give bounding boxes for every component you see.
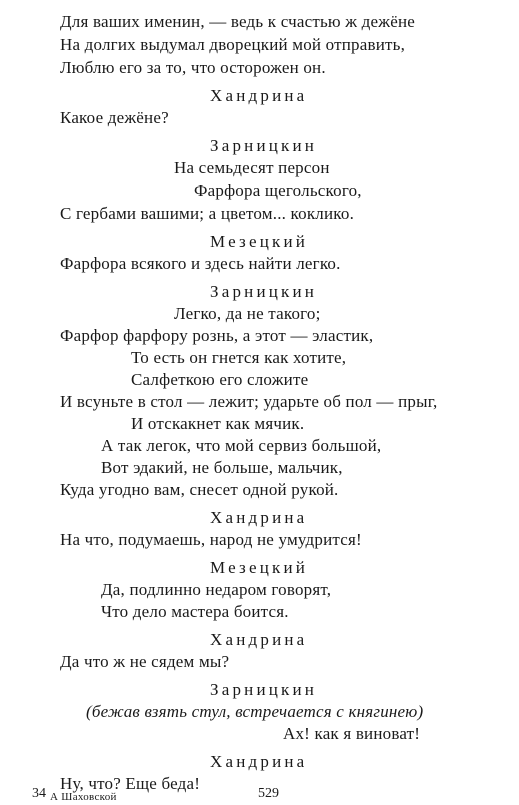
speaker-name: Зарницкин <box>210 680 318 699</box>
verse-line: Салфеткою его сложите <box>131 370 309 389</box>
verse-line: Да что ж не сядем мы? <box>60 652 230 671</box>
footer-signature: 34 <box>32 786 46 801</box>
verse-line: С гербами вашими; а цветом... коклико. <box>60 204 355 223</box>
verse-line: Да, подлинно недаром говорят, <box>101 580 332 599</box>
verse-line: Люблю его за то, что осторожен он. <box>60 58 326 77</box>
verse-line: На что, подумаешь, народ не умудрится! <box>60 530 362 549</box>
verse-line: Ну, что? Еще беда! <box>60 774 201 793</box>
speaker-name: Хандрина <box>210 752 308 771</box>
verse-line: То есть он гнется как хотите, <box>131 348 347 367</box>
verse-line: Фарфор фарфору рознь, а этот — эластик, <box>60 326 374 345</box>
speaker-name: Мезецкий <box>210 558 309 577</box>
speaker-name: Хандрина <box>210 86 308 105</box>
verse-line: Какое дежёне? <box>60 108 169 127</box>
verse-line: И отскакнет как мячик. <box>131 414 305 433</box>
speaker-name: Мезецкий <box>210 232 309 251</box>
footer-author: А Шаховской <box>50 791 117 803</box>
page-number: 529 <box>258 786 279 801</box>
verse-line: Фарфора всякого и здесь найти легко. <box>60 254 341 273</box>
verse-line: Для ваших именин, — ведь к счастью ж дежёне <box>60 12 415 31</box>
verse-line: Вот эдакий, не больше, мальчик, <box>101 458 343 477</box>
verse-line: На семьдесят персон <box>174 158 330 177</box>
verse-line: Ах! как я виноват! <box>283 724 421 743</box>
verse-line: Что дело мастера боится. <box>101 602 289 621</box>
speaker-name: Зарницкин <box>210 136 318 155</box>
speaker-name: Зарницкин <box>210 282 318 301</box>
verse-line: Фарфора щегольского, <box>194 181 362 200</box>
verse-line: Легко, да не такого; <box>174 304 321 323</box>
verse-line: Куда угодно вам, снесет одной рукой. <box>60 480 339 499</box>
speaker-name: Хандрина <box>210 508 308 527</box>
verse-line: И всуньте в стол — лежит; ударьте об пол — прыг, <box>60 392 438 411</box>
speaker-name: Хандрина <box>210 630 308 649</box>
stage-direction: (бежав взять стул, встречается с княгинею) <box>86 702 424 721</box>
verse-line: На долгих выдумал дворецкий мой отправить, <box>60 35 406 54</box>
verse-line: А так легок, что мой сервиз большой, <box>101 436 382 455</box>
